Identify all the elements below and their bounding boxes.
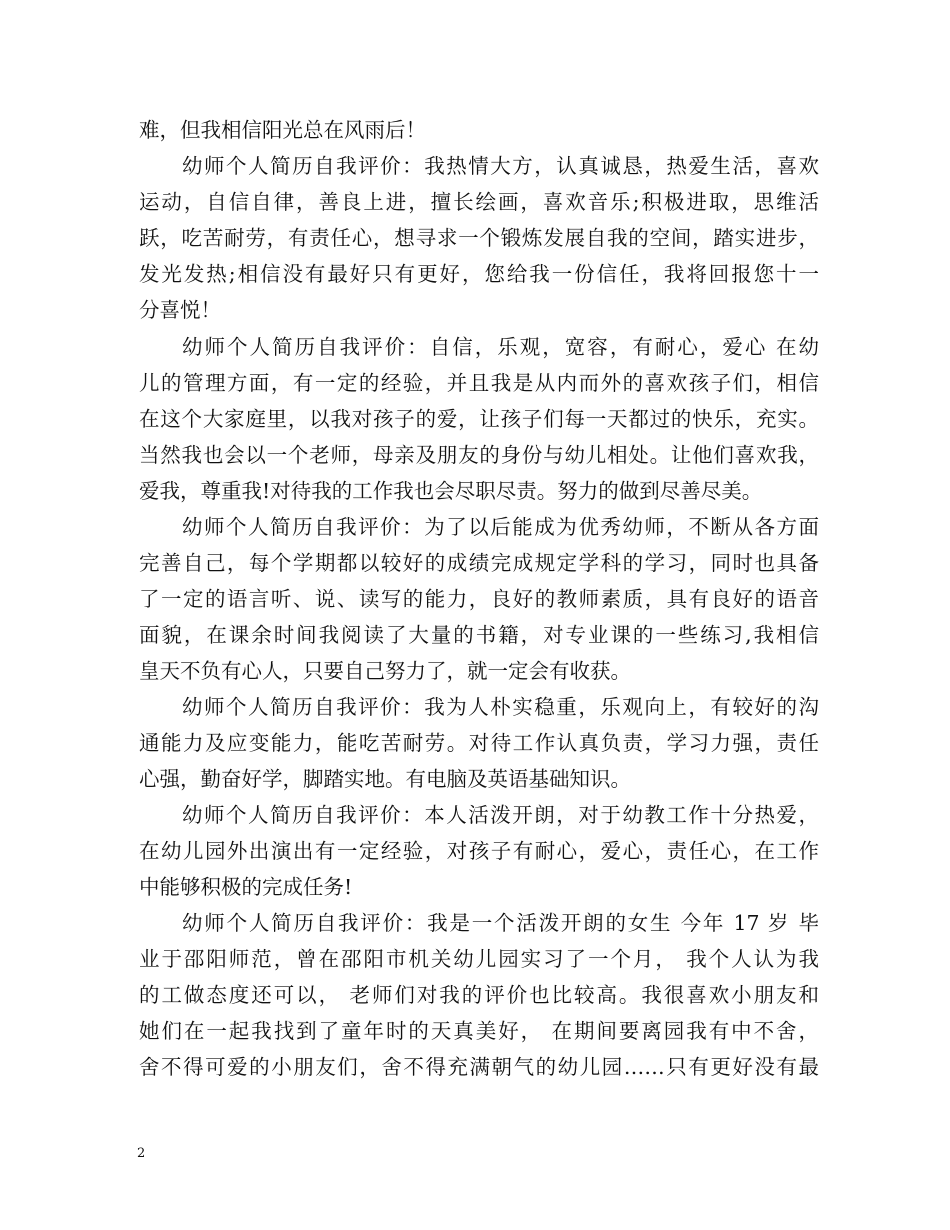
text-line: 业于邵阳师范，曾在邵阳市机关幼儿园实习了一个月， 我个人认为我 xyxy=(139,947,819,971)
text-line: 幼师个人简历自我评价：本人活泼开朗，对于幼教工作十分热爱， xyxy=(182,803,819,827)
text-line: 皇天不负有心人，只要自己努力了，就一定会有收获。 xyxy=(139,659,631,683)
page-number: 2 xyxy=(137,1146,146,1161)
text-line: 幼师个人简历自我评价：我是一个活泼开朗的女生 今年 17 岁 毕 xyxy=(182,911,819,935)
text-line: 的工做态度还可以， 老师们对我的评价也比较高。我很喜欢小朋友和 xyxy=(139,983,819,1007)
text-line: 难，但我相信阳光总在风雨后！ xyxy=(139,118,426,142)
text-line: 当然我也会以一个老师，母亲及朋友的身份与幼儿相处。让他们喜欢我， xyxy=(139,443,819,467)
text-line: 幼师个人简历自我评价：我热情大方，认真诚恳，热爱生活，喜欢 xyxy=(182,154,819,178)
text-line: 幼师个人简历自我评价：自信，乐观，宽容，有耐心，爱心 在幼 xyxy=(182,335,819,359)
text-line: 运动，自信自律，善良上进，擅长绘画，喜欢音乐;积极进取，思维活 xyxy=(139,190,819,214)
text-line: 完善自己，每个学期都以较好的成绩完成规定学科的学习，同时也具备 xyxy=(139,551,819,575)
text-line: 面貌，在课余时间我阅读了大量的书籍，对专业课的一些练习,我相信 xyxy=(139,623,819,647)
text-line: 中能够积极的完成任务! xyxy=(139,875,353,899)
text-line: 在这个大家庭里，以我对孩子的爱，让孩子们每一天都过的快乐，充实。 xyxy=(139,407,819,431)
text-line: 分喜悦！ xyxy=(139,298,221,322)
text-line: 发光发热;相信没有最好只有更好，您给我一份信任，我将回报您十一 xyxy=(139,262,819,286)
text-line: 儿的管理方面，有一定的经验，并且我是从内而外的喜欢孩子们，相信 xyxy=(139,371,819,395)
text-line: 舍不得可爱的小朋友们，舍不得充满朝气的幼儿园……只有更好没有最 xyxy=(139,1055,819,1079)
text-line: 心强，勤奋好学，脚踏实地。有电脑及英语基础知识。 xyxy=(139,767,631,791)
text-line: 幼师个人简历自我评价：为了以后能成为优秀幼师，不断从各方面 xyxy=(182,515,819,539)
text-line: 在幼儿园外出演出有一定经验，对孩子有耐心，爱心，责任心，在工作 xyxy=(139,839,819,863)
text-line: 了一定的语言听、说、读写的能力，良好的教师素质，具有良好的语音 xyxy=(139,587,819,611)
text-line: 通能力及应变能力，能吃苦耐劳。对待工作认真负责，学习力强，责任 xyxy=(139,731,819,755)
text-line: 幼师个人简历自我评价：我为人朴实稳重，乐观向上，有较好的沟 xyxy=(182,695,819,719)
text-line: 跃，吃苦耐劳，有责任心，想寻求一个锻炼发展自我的空间，踏实进步， xyxy=(139,226,819,250)
text-line: 她们在一起我找到了童年时的天真美好， 在期间要离园我有中不舍， xyxy=(139,1019,819,1043)
text-line: 爱我，尊重我!对待我的工作我也会尽职尽责。努力的做到尽善尽美。 xyxy=(139,479,763,503)
